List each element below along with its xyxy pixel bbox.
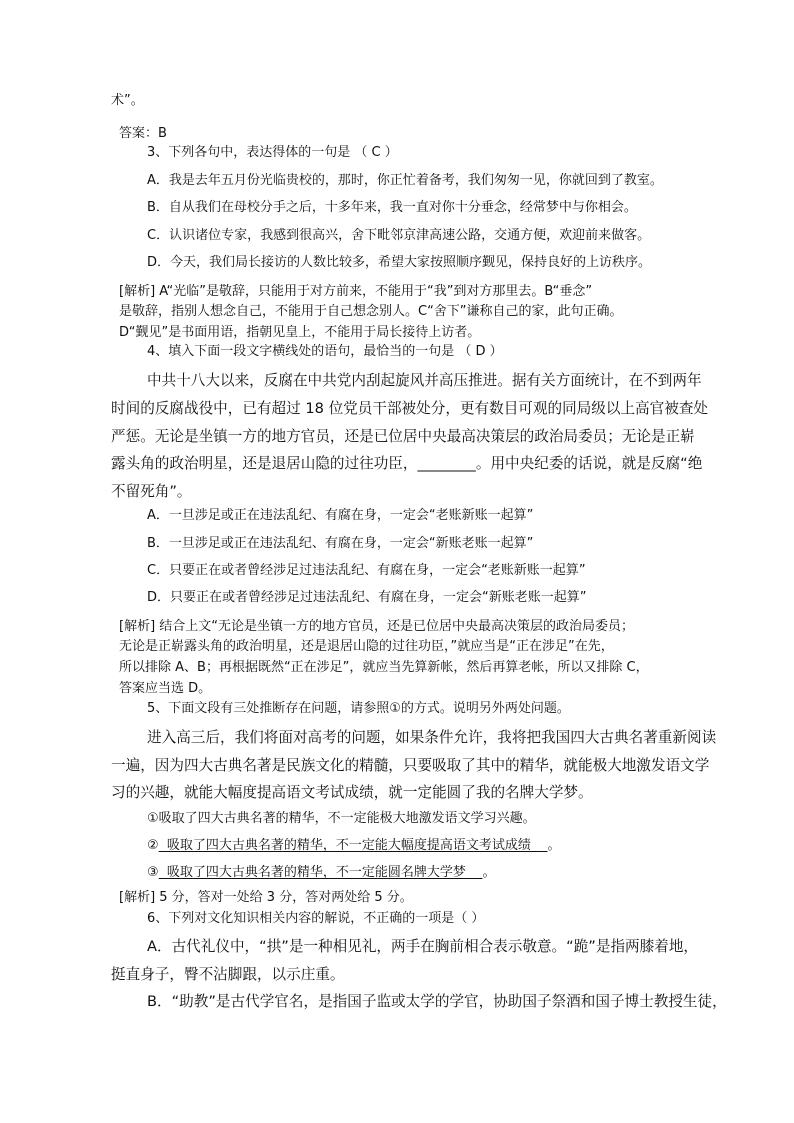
answer-item-3 — [147, 865, 495, 881]
passage-line: 一遍，因为四大古典名著是民族文化的精髓，只要吸取了其中的精华，就能极大地激发语文学 — [111, 757, 710, 774]
analysis-line: 所以排除 A、B；再根据既然“正在涉足”，就应当先算新帐，然后再算老帐，所以又排除 C， — [119, 660, 649, 675]
option-a-cont: 挺直身子，臀不沾脚跟，以示庄重。 — [111, 966, 345, 983]
passage-line: 进入高三后，我们将面对高考的问题，如果条件允许，我将把我国四大古典名著重新阅读 — [147, 729, 717, 746]
answer-line: 答案：B — [119, 126, 167, 141]
option-b: B．“助教”是古代学官名，是指国子监或太学的学官，协助国子祭酒和国子博士教授生徒， — [147, 993, 727, 1010]
option-a: A．古代礼仪中，“拱”是一种相见礼，两手在胸前相合表示敬意。“跪”是指两膝着地， — [147, 938, 699, 955]
answer-item-1: ①吸取了四大古典名著的精华，不一定能极大地激发语文学习兴趣。 — [147, 811, 536, 826]
analysis-line: 无论是正崭露头角的政治明星，还是退居山隐的过往功臣，”就应当是“正在涉足”在先， — [119, 639, 614, 654]
option-b: B．一旦涉足或正在违法乱纪、有腐在身，一定会“新账老账一起算” — [147, 536, 534, 551]
option-a: A．一旦涉足或正在违法乱纪、有腐在身，一定会“老账新账一起算” — [147, 508, 534, 523]
text-line: 术”。 — [111, 93, 144, 108]
item-end: 。 — [547, 838, 561, 853]
question-6: 6、下列对文化知识相关内容的解说，不正确的一项是（ ） — [147, 911, 485, 926]
passage-line: 不留死角”。 — [111, 483, 192, 500]
answer-underlined: 吸取了四大古典名著的精华，不一定能大幅度提高语文考试成绩 — [158, 838, 548, 853]
answer-item-2 — [147, 838, 560, 854]
answer-underlined: 吸取了四大古典名著的精华，不一定能圆名牌大学梦 — [158, 865, 483, 880]
item-number: ② — [147, 838, 159, 853]
question-4: 4、填入下面一段文字横线处的语句，最恰当的一句是 （ D ） — [147, 344, 503, 359]
option-a: A．我是去年五月份光临贵校的，那时，你正忙着备考，我们匆匆一见，你就回到了教室。 — [147, 173, 663, 188]
passage-line: 露头角的政治明星，还是退居山隐的过往功臣，________。用中央纪委的话说，就是反腐“绝 — [111, 455, 703, 472]
analysis-line: D“觐见”是书面用语，指朝见皇上，不能用于局长接待上访者。 — [119, 325, 481, 340]
question-3: 3、下列各句中，表达得体的一句是 （ C ） — [147, 145, 398, 160]
option-c: C．只要正在或者曾经涉足过违法乱纪、有腐在身，一定会“老账新账一起算” — [147, 563, 586, 578]
item-end: 。 — [482, 865, 496, 880]
passage-line: 中共十八大以来，反腐在中共党内刮起旋风并高压推进。据有关方面统计，在不到两年 — [147, 372, 702, 389]
item-number: ③ — [147, 865, 159, 880]
option-d: D．今天，我们局长接访的人数比较多，希望大家按照顺序觐见，保持良好的上访秩序。 — [147, 255, 652, 270]
passage-line: 严惩。无论是坐镇一方的地方官员，还是已位居中央最高决策层的政治局委员；无论是正崭 — [111, 428, 695, 445]
option-b: B．自从我们在母校分手之后，十多年来，我一直对你十分垂念，经常梦中与你相会。 — [147, 200, 637, 215]
analysis-line: 答案应当选 D。 — [119, 681, 212, 696]
option-c: C．认识诸位专家，我感到很高兴，舍下毗邻京津高速公路，交通方便，欢迎前来做客。 — [147, 228, 651, 243]
analysis-line: [解析] 5 分，答对一处给 3 分，答对两处给 5 分。 — [119, 890, 413, 905]
passage-line: 时间的反腐战役中，已有超过 18 位党员干部被处分，更有数目可观的同局级以上高官被查处 — [111, 400, 709, 417]
passage-line: 习的兴趣，就能大幅度提高语文考试成绩，就一定能圆了我的名牌大学梦。 — [111, 784, 593, 801]
analysis-line: [解析] A“光临”是敬辞，只能用于对方前来，不能用于“我”到对方那里去。B“垂念” — [119, 284, 593, 299]
analysis-line: 是敬辞，指别人想念自己，不能用于自己想念别人。C“舍下”谦称自己的家，此句正确。 — [119, 304, 623, 319]
analysis-line: [解析] 结合上文“无论是坐镇一方的地方官员，还是已位居中央最高决策层的政治局委员； — [119, 619, 635, 634]
option-d: D．只要正在或者曾经涉足过违法乱纪、有腐在身，一定会“新账老账一起算” — [147, 590, 587, 605]
question-5: 5、下面文段有三处推断存在问题，请参照①的方式。说明另外两处问题。 — [147, 701, 570, 716]
